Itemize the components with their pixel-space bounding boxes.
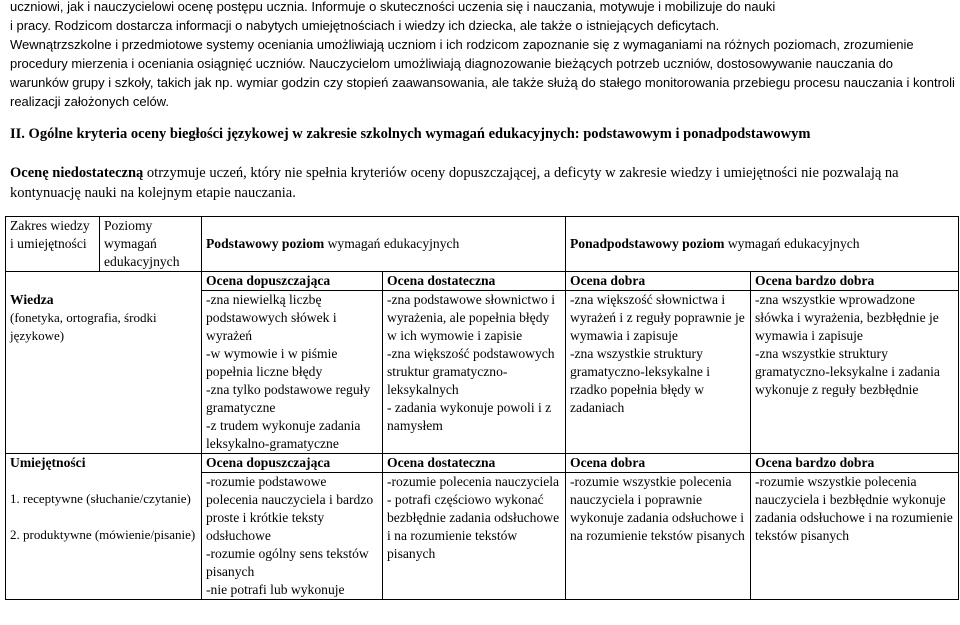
grades-row-umiejetnosci xyxy=(6,454,959,473)
umiejetnosci-produktywne: 2. produktywne (mówienie/pisanie) xyxy=(10,527,196,542)
grade-bardzo-dobra: Ocena bardzo dobra xyxy=(751,272,959,291)
podstawowy-label: Podstawowy poziom xyxy=(206,236,325,251)
ponadpodstawowy-label: Ponadpodstawowy poziom xyxy=(570,236,725,251)
umiejetnosci-title: Umiejętności xyxy=(10,455,86,470)
header-poziomy: Poziomy wymagań edukacyjnych xyxy=(100,217,202,272)
wiedza-title: Wiedza xyxy=(10,292,54,307)
intro-line-1: uczniowi, jak i nauczycielowi ocenę postępu ucznia. Informuje o skuteczności uczenia się i nauczania, motywuje i mobilizuje do nauki xyxy=(10,0,776,14)
grades-row-wiedza xyxy=(6,272,959,291)
grade-dostateczna-2: Ocena dostateczna xyxy=(383,454,566,473)
podstawowy-rest: wymagań edukacyjnych xyxy=(324,236,460,251)
ocena-niedostateczna-label: Ocenę niedostateczną xyxy=(10,165,144,181)
umiejetnosci-bardzo-dobra: -rozumie wszystkie polecenia nauczyciela i bezbłędnie wykonuje zadania odsłuchowe i na rozumienie tekstów pisanych xyxy=(751,473,959,600)
header-zakres: Zakres wiedzy i umiejętności xyxy=(6,217,100,272)
grade-dobra-2: Ocena dobra xyxy=(566,454,751,473)
ponadpodstawowy-rest: wymagań edukacyjnych xyxy=(724,236,860,251)
umiejetnosci-dopuszczajaca: -rozumie podstawowe polecenia nauczyciela i bardzo proste i krótkie teksty odsłuchowe -rozumie ogólny sens tekstów pisanych -nie potrafi lub wykonuje xyxy=(202,473,383,600)
header-ponadpodstawowy xyxy=(566,217,959,272)
grade-dostateczna: Ocena dostateczna xyxy=(383,272,566,291)
umiejetnosci-dobra: -rozumie wszystkie polecenia nauczyciela i poprawnie wykonuje zadania odsłuchowe i na rozumienie tekstów pisanych xyxy=(566,473,751,600)
ocena-niedostateczna-text: otrzymuje uczeń, który nie spełnia kryteriów oceny dopuszczającej, a deficyty w zakresie wiedzy i umiejętności nie pozwalają na kontynuację nauki na kolejnym etapie nauczania. xyxy=(10,165,899,201)
intro-paragraph-2: Wewnątrzszkolne i przedmiotowe systemy oceniania umożliwiają uczniom i ich rodzicom zapoznanie się z wymaganiami na różnych poziomach, zrozumienie procedury mierzenia i oceniania osiągnięć uczniów. Nauczycielom umożliwiają diagnozowanie bieżących potrzeb uczniów, dostosowywanie nauczania do warunków grupy i szkoły, takich jak np. wymiar godzin czy stopień zaawansowania, ale także służą do stałego monitorowania przebiegu procesu nauczania i kontroli realizacji założonych celów. xyxy=(10,37,955,109)
table-header-row xyxy=(6,217,959,272)
umiejetnosci-cell xyxy=(6,454,202,600)
grade-dopuszczajaca: Ocena dopuszczająca xyxy=(202,272,383,291)
wiedza-dobra: -zna większość słownictwa i wyrażeń i z reguły poprawnie je wymawia i zapisuje -zna wszystkie struktury gramatyczno-leksykalne i rzadko popełnia błędy w zadaniach xyxy=(566,291,751,454)
wiedza-dostateczna: -zna podstawowe słownictwo i wyrażenia, ale popełnia błędy w ich wymowie i zapisie -zna większość podstawowych struktur gramatyczno-leksykalnych - zadania wykonuje powoli i z namysłem xyxy=(383,291,566,454)
wiedza-bardzo-dobra: -zna wszystkie wprowadzone słówka i wyrażenia, bezbłędnie je wymawia i zapisuje -zna wszystkie struktury gramatyczno-leksykalne i zadania wykonuje z reguły bezbłędnie xyxy=(751,291,959,454)
grade-dopuszczajaca-2: Ocena dopuszczająca xyxy=(202,454,383,473)
umiejetnosci-receptywne: 1. receptywne (słuchanie/czytanie) xyxy=(10,491,191,506)
section-heading: II. Ogólne kryteria oceny biegłości językowej w zakresie szkolnych wymagań edukacyjnych: podstawowym i ponadpodstawowym xyxy=(10,126,811,142)
wiedza-cell xyxy=(6,272,202,454)
umiejetnosci-dostateczna: -rozumie polecenia nauczyciela - potrafi częściowo wykonać bezbłędnie zadania odsłuchowe i na rozumienie tekstów pisanych xyxy=(383,473,566,600)
criteria-table xyxy=(5,216,959,600)
grade-dobra: Ocena dobra xyxy=(566,272,751,291)
intro-line-2: i pracy. Rodzicom dostarcza informacji o nabytych umiejętnościach i wiedzy ich dziecka, ale także o istniejących deficytach. xyxy=(10,18,720,33)
header-podstawowy xyxy=(202,217,566,272)
wiedza-subtitle: (fonetyka, ortografia, środki językowe) xyxy=(10,310,157,343)
ocena-niedostateczna-paragraph xyxy=(10,163,955,203)
wiedza-dopuszczajaca: -zna niewielką liczbę podstawowych słówek i wyrażeń -w wymowie i w piśmie popełnia liczne błędy -zna tylko podstawowe reguły gramatyczne -z trudem wykonuje zadania leksykalno-gramatyczne xyxy=(202,291,383,454)
grade-bardzo-dobra-2: Ocena bardzo dobra xyxy=(751,454,959,473)
